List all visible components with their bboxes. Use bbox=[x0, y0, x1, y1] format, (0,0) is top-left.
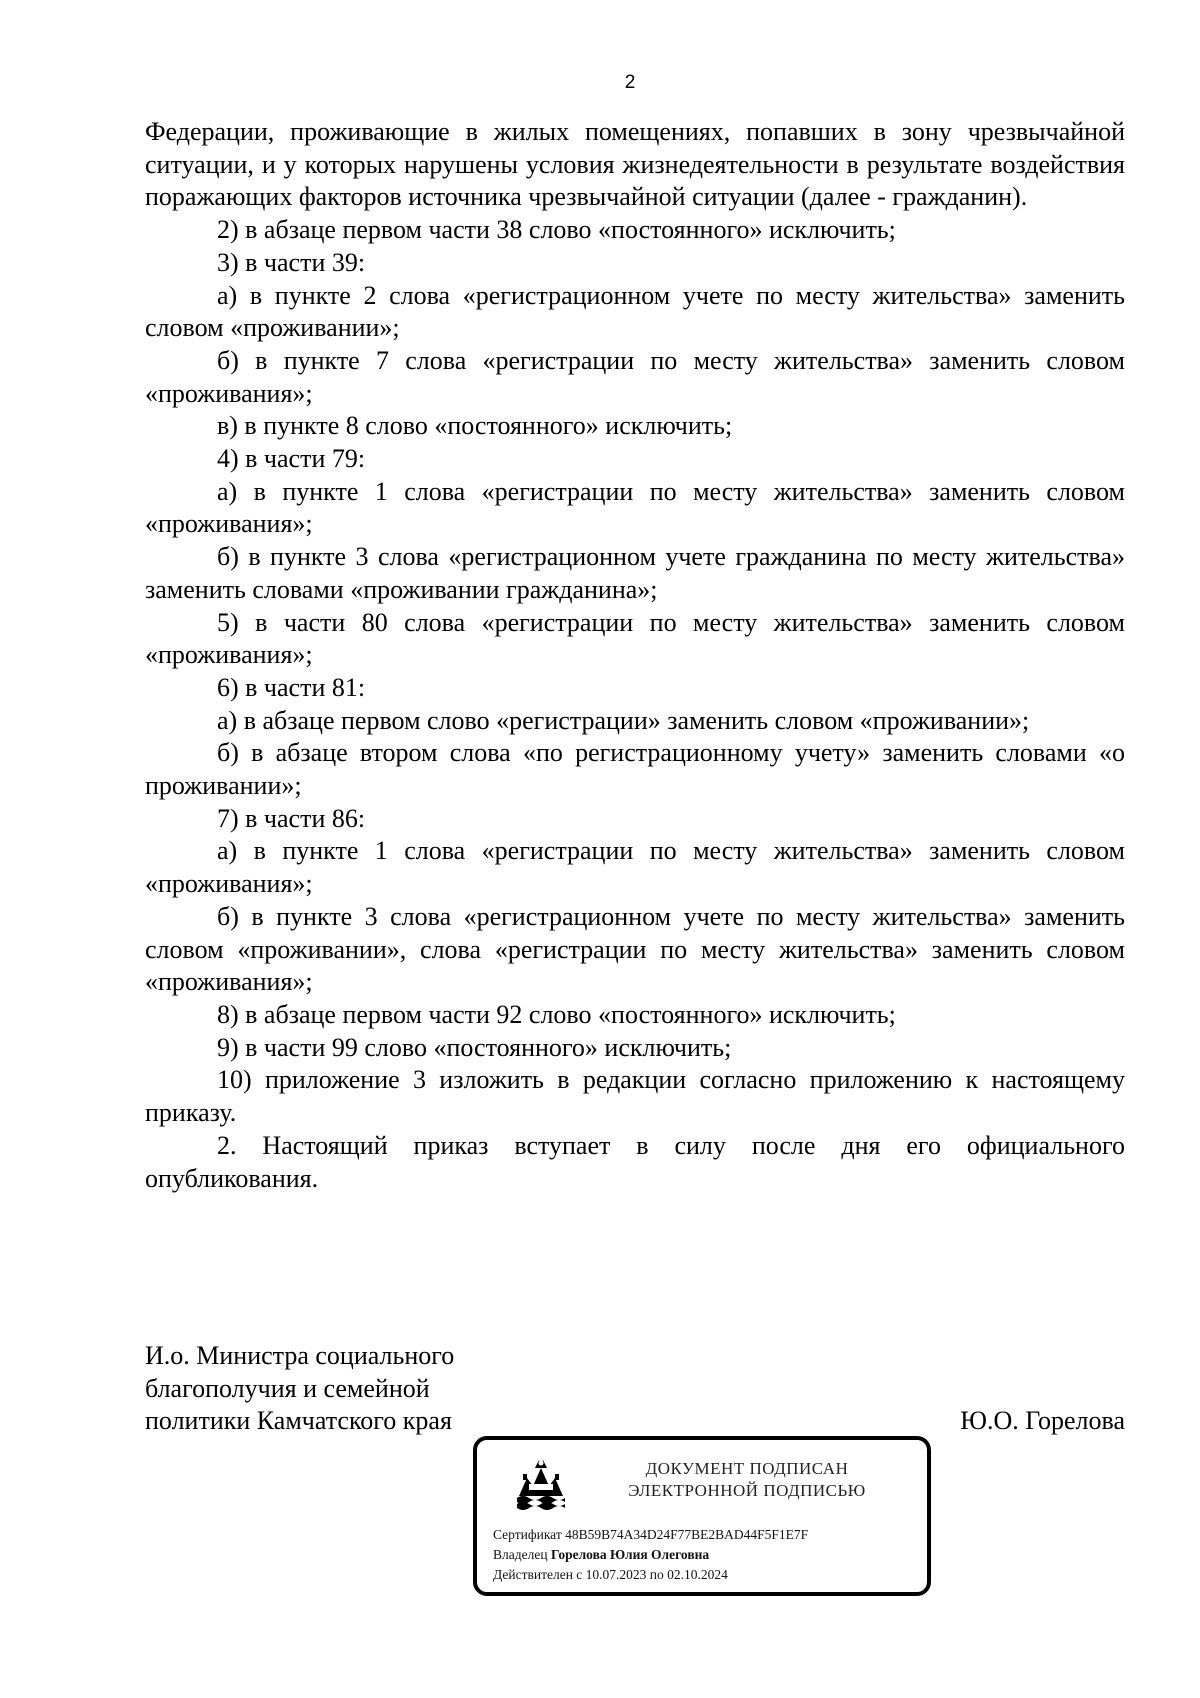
signature-block bbox=[145, 1340, 1125, 1438]
kamchatka-emblem-icon bbox=[513, 1456, 569, 1512]
paragraph: а) в пункте 1 слова «регистрации по месту жительства» заменить словом «проживания»; bbox=[145, 476, 1125, 539]
valid-from-label: Действителен с bbox=[493, 1567, 583, 1582]
paragraph: 9) в части 99 слово «постоянного» исключить; bbox=[217, 1032, 732, 1062]
paragraph: б) в пункте 3 слова «регистрационном учете гражданина по месту жительства» заменить словами «проживании гражданина»; bbox=[145, 542, 1125, 604]
paragraph: в) в пункте 8 слово «постоянного» исключить; bbox=[217, 411, 733, 441]
stamp-owner bbox=[493, 1546, 709, 1564]
paragraph: б) в абзаце втором слова «по регистрационному учету» заменить словами «о проживании»; bbox=[145, 738, 1125, 801]
certificate-label: Сертификат bbox=[493, 1527, 562, 1542]
paragraph: 6) в части 81: bbox=[217, 672, 366, 702]
valid-from-date: 10.07.2023 bbox=[585, 1567, 647, 1582]
paragraph: 2. Настоящий приказ вступает в силу после дня его официального опубликования. bbox=[145, 1130, 1125, 1193]
paragraph: б) в пункте 3 слова «регистрационном учете по месту жительства» заменить словом «проживании», слова «регистрации по месту жительства» заменить словом «проживания»; bbox=[145, 901, 1125, 997]
paragraph: 7) в части 86: bbox=[217, 803, 366, 833]
signer-position-line: политики Камчатского края bbox=[145, 1406, 452, 1436]
certificate-value: 48B59B74A34D24F77BE2BAD44F5F1E7F bbox=[565, 1527, 809, 1542]
paragraph: 2) в абзаце первом части 38 слово «постоянного» исключить; bbox=[217, 215, 896, 245]
electronic-signature-stamp bbox=[473, 1436, 931, 1596]
paragraph: Федерации, проживающие в жилых помещениях, попавших в зону чрезвычайной ситуации, и у которых нарушены условия жизнедеятельности в результате воздействия поражающих факторов источника чрезвычайной ситуации (далее - гражданин). bbox=[145, 117, 1125, 212]
stamp-title-line: ЭЛЕКТРОННОЙ ПОДПИСЬЮ bbox=[628, 1481, 866, 1500]
paragraph: а) в пункте 1 слова «регистрации по месту жительства» заменить словом «проживания»; bbox=[145, 836, 1125, 899]
paragraph: 8) в абзаце первом части 92 слово «постоянного» исключить; bbox=[217, 999, 896, 1029]
owner-label: Владелец bbox=[493, 1547, 548, 1562]
stamp-certificate bbox=[493, 1526, 808, 1544]
signer-position-line: И.о. Министра социального bbox=[145, 1341, 455, 1370]
paragraph: 4) в части 79: bbox=[217, 444, 366, 474]
signer-name: Ю.О. Горелова bbox=[960, 1406, 1125, 1436]
stamp-title-line: ДОКУМЕНТ ПОДПИСАН bbox=[645, 1459, 849, 1478]
valid-to-date: 02.10.2024 bbox=[667, 1567, 728, 1582]
paragraph: б) в пункте 7 слова «регистрации по месту жительства» заменить словом «проживания»; bbox=[145, 345, 1125, 408]
paragraph: 5) в части 80 слова «регистрации по месту жительства» заменить словом «проживания»; bbox=[145, 607, 1125, 670]
valid-to-label: по bbox=[649, 1567, 664, 1582]
paragraph: 10) приложение 3 изложить в редакции согласно приложению к настоящему приказу. bbox=[145, 1065, 1125, 1128]
stamp-title bbox=[587, 1458, 907, 1502]
paragraph: а) в пункте 2 слова «регистрационном учете по месту жительства» заменить словом «проживании»; bbox=[145, 280, 1125, 343]
owner-value: Горелова Юлия Олеговна bbox=[550, 1547, 710, 1562]
paragraph: 3) в части 39: bbox=[217, 247, 366, 277]
page-number: 2 bbox=[624, 72, 636, 93]
stamp-validity bbox=[493, 1566, 728, 1584]
signer-position-line: благополучия и семейной bbox=[145, 1373, 430, 1403]
paragraph: а) в абзаце первом слово «регистрации» заменить словом «проживании»; bbox=[217, 705, 1030, 735]
document-body bbox=[145, 116, 1125, 1195]
